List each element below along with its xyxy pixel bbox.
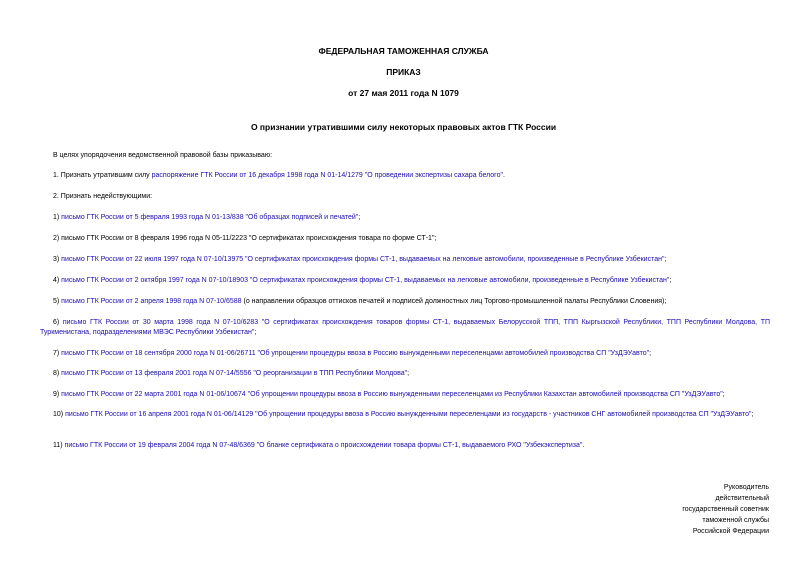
list-item-tail: ; bbox=[407, 370, 410, 377]
signature-line-country: Российской Федерации bbox=[692, 528, 769, 535]
list-item-number: 7) bbox=[53, 350, 62, 357]
list-item-link[interactable]: письмо ГТК России от 13 февраля 2001 года N 07-14/5556 "О реорганизации в ТПП Республики Молдова" bbox=[61, 370, 408, 377]
list-item-text: 2) письмо ГТК России от 8 февраля 1996 года N 05-11/2223 "О сертификатах происхождения товара по форме СТ-1"; bbox=[53, 235, 437, 242]
list-item-tail: (о направлении образцов оттисков печатей и подписей должностных лиц Торгово-промышленной палаты Республики Словения); bbox=[241, 298, 667, 305]
signature-line-rank-3: таможенной службы bbox=[702, 517, 769, 524]
list-item-tail: ; bbox=[358, 214, 361, 221]
list-item-tail: . bbox=[582, 442, 585, 449]
document-subject: О признании утратившими силу некоторых правовых актов ГТК России bbox=[250, 122, 557, 132]
list-item bbox=[40, 234, 770, 244]
list-item-number: 3) bbox=[53, 256, 62, 263]
list-item-number: 8) bbox=[53, 370, 62, 377]
signature-block bbox=[682, 482, 769, 537]
list-item-number: 1) bbox=[53, 214, 62, 221]
list-item-number: 10) bbox=[53, 411, 66, 418]
list-item-tail: ; bbox=[751, 411, 754, 418]
list-item-link[interactable]: письмо ГТК России от 19 февраля 2004 года N 07-48/6369 "О бланке сертификата о происхождении товара формы СТ-1, выдаваемого РХО "Узбекэкспертиза" bbox=[64, 442, 583, 449]
list-item bbox=[40, 213, 770, 223]
list-item-tail: ; bbox=[664, 256, 667, 263]
intro-paragraph: В целях упорядочения ведомственной правовой базы приказываю: bbox=[53, 152, 273, 159]
paragraph-1 bbox=[40, 171, 770, 181]
list-item-link[interactable]: письмо ГТК России от 18 сентября 2000 года N 01-06/26711 "Об упрощении процедуры ввоза в Россию вынужденными переселенцами автомобилей производства СП "УзДЭУавто" bbox=[61, 350, 650, 357]
list-item-link[interactable]: письмо ГТК России от 22 марта 2001 года N 01-06/10674 "Об упрощении процедуры ввоза в Россию вынужденными переселенцами из Республики Казахстан автомобилей производства СП "УзДЭУавто" bbox=[61, 391, 723, 398]
paragraph-1-suffix: . bbox=[502, 172, 505, 179]
paragraph-1-prefix: 1. Признать утратившим силу bbox=[53, 172, 152, 179]
list-item-number: 6) bbox=[53, 319, 63, 326]
signature-line-position: Руководитель bbox=[723, 484, 769, 491]
decree-link-1279[interactable]: распоряжение ГТК России от 16 декабря 1998 года N 01-14/1279 "О проведении экспертизы сахара белого" bbox=[151, 172, 503, 179]
list-item-link[interactable]: письмо ГТК России от 16 апреля 2001 года N 01-06/14129 "Об упрощении процедуры ввоза в Россию вынужденными переселенцами из государств - участников СНГ автомобилей производства СП "УзДЭУавто" bbox=[65, 411, 752, 418]
list-item-tail: ; bbox=[722, 391, 725, 398]
list-item bbox=[40, 441, 770, 451]
document-date-number: от 27 мая 2011 года N 1079 bbox=[348, 88, 459, 98]
list-item-number: 4) bbox=[53, 277, 62, 284]
signature-line-rank-1: действительный bbox=[715, 495, 769, 502]
list-item-number: 9) bbox=[53, 391, 62, 398]
list-item-link[interactable]: письмо ГТК России от 22 июля 1997 года N 07-10/13975 "О сертификатах происхождения формы СТ-1, выдаваемых на легковые автомобили, произведенные в Республике Узбекистан" bbox=[61, 256, 665, 263]
agency-title: ФЕДЕРАЛЬНАЯ ТАМОЖЕННАЯ СЛУЖБА bbox=[318, 46, 489, 56]
document-type: ПРИКАЗ bbox=[386, 67, 421, 77]
list-item-link[interactable]: письмо ГТК России от 2 апреля 1998 года N 07-10/6588 bbox=[61, 298, 242, 305]
list-item-link[interactable]: письмо ГТК России от 5 февраля 1993 года N 01-13/838 "Об образцах подписей и печатей" bbox=[61, 214, 359, 221]
list-item-link[interactable]: письмо ГТК России от 30 марта 1998 года N 07-10/6283 "О сертификатах происхождения товаров формы СТ-1, выдаваемых Белорусской ТПП, ТПП Кыргызской Республики, ТПП Республики Молдова, ТП Туркменистана, подразделениями МВЭС Республики Узбекистан" bbox=[40, 319, 770, 336]
signature-line-rank-2: государственный советник bbox=[682, 506, 769, 513]
list-item-tail: ; bbox=[649, 350, 652, 357]
list-item bbox=[40, 255, 770, 265]
list-item-link[interactable]: письмо ГТК России от 2 октября 1997 года N 07-10/18903 "О сертификатах происхождения формы СТ-1, выдаваемых на легковые автомобили, произведенные в Республике Узбекистан" bbox=[61, 277, 670, 284]
list-item bbox=[40, 390, 770, 400]
list-item-tail: ; bbox=[254, 329, 257, 336]
list-item-number: 11) bbox=[53, 442, 65, 449]
list-item bbox=[40, 369, 770, 379]
list-item bbox=[40, 349, 770, 359]
list-item bbox=[40, 297, 770, 307]
paragraph-2: 2. Признать недействующими: bbox=[53, 193, 153, 200]
list-item bbox=[40, 276, 770, 286]
list-item-tail: ; bbox=[669, 277, 672, 284]
list-item bbox=[40, 318, 770, 338]
list-item bbox=[40, 410, 770, 420]
list-item-number: 5) bbox=[53, 298, 62, 305]
